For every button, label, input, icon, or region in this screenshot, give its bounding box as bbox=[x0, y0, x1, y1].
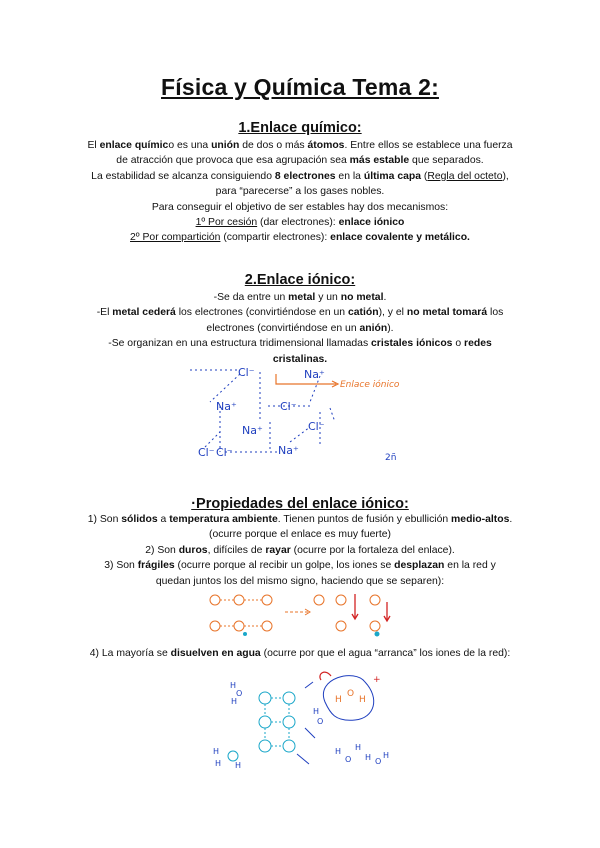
ion-label: Na⁺ bbox=[278, 444, 299, 457]
svg-text:H: H bbox=[231, 697, 238, 706]
section-heading-enlace-quimico: 1.Enlace químico: bbox=[238, 120, 362, 136]
text-line: 4) La mayoría se disuelven en agua (ocurre por que el agua “arranca” los iones de la red): bbox=[89, 648, 511, 659]
section-heading-enlace-ionico: 2.Enlace iónico: bbox=[244, 272, 356, 288]
text-line: El enlace químico es una unión de dos o más átomos. Entre ellos se establece una fuerza bbox=[87, 140, 513, 151]
svg-text:H: H bbox=[383, 751, 390, 760]
svg-text:H: H bbox=[235, 761, 242, 770]
svg-text:+: + bbox=[373, 675, 381, 685]
text-line: 3) Son frágiles (ocurre porque al recibir un golpe, los iones se desplazan en la red y bbox=[104, 560, 496, 572]
svg-text:H: H bbox=[215, 759, 222, 768]
ion-label: Na⁺ bbox=[216, 400, 237, 413]
text-line: quedan juntos los del mismo signo, haciendo que se separen): bbox=[155, 575, 445, 587]
svg-text:H: H bbox=[213, 747, 220, 756]
text-line: 2º Por compartición (compartir electrones): enlace covalente y metálico. bbox=[130, 232, 470, 244]
svg-text:H: H bbox=[335, 695, 342, 705]
svg-text:O: O bbox=[375, 757, 382, 766]
section-enlace-ionico-text bbox=[70, 290, 530, 367]
ionic-lattice-diagram bbox=[180, 362, 410, 462]
section-disolucion-text bbox=[60, 646, 540, 661]
section-enlace-quimico-text bbox=[70, 138, 530, 246]
svg-text:H: H bbox=[359, 695, 366, 705]
text-line: para “parecerse” a los gases nobles. bbox=[215, 186, 385, 198]
ion-label: Cl⁻ bbox=[280, 400, 297, 413]
svg-text:H: H bbox=[365, 753, 372, 762]
text-line: 1º Por cesión (dar electrones): enlace iónico bbox=[195, 217, 405, 229]
text-line: cristalinas. bbox=[272, 353, 328, 365]
text-line: de atracción que provoca que esa agrupación sea más estable que separados. bbox=[116, 155, 484, 167]
section-heading-propiedades: ·Propiedades del enlace iónico: bbox=[191, 496, 409, 512]
annotation-enlace-ionico: Enlace iónico bbox=[340, 380, 400, 390]
ion-label: Cl⁻ bbox=[238, 366, 255, 379]
svg-text:H: H bbox=[230, 681, 237, 690]
svg-text:O: O bbox=[236, 689, 243, 698]
section-propiedades-text bbox=[60, 512, 540, 589]
svg-text:H: H bbox=[313, 707, 320, 716]
text-line: (ocurre porque el enlace es muy fuerte) bbox=[209, 529, 391, 541]
svg-text:H: H bbox=[355, 743, 362, 752]
svg-text:O: O bbox=[317, 717, 324, 726]
svg-text:O: O bbox=[345, 755, 352, 764]
dissolution-diagram bbox=[205, 668, 405, 780]
ion-label: Cl⁻ bbox=[308, 420, 325, 433]
text-line: electrones (convirtiéndose en un anión). bbox=[206, 322, 394, 334]
text-line: 1) Son sólidos a temperatura ambiente. Tienen puntos de fusión y ebullición medio-altos. bbox=[87, 514, 513, 525]
ion-label: Cl⁻ bbox=[198, 446, 215, 459]
text-line: La estabilidad se alcanza consiguiendo 8 electrones en la última capa (Regla del octeto), bbox=[91, 170, 509, 182]
text-line: -Se da entre un metal y un no metal. bbox=[213, 292, 387, 303]
fragility-diagram bbox=[205, 588, 405, 640]
corner-note: 2ñ bbox=[385, 453, 397, 462]
page-title: Física y Química Tema 2: bbox=[161, 74, 439, 100]
svg-text:O: O bbox=[347, 689, 355, 699]
text-line: -Se organizan en una estructura tridimensional llamadas cristales iónicos o redes bbox=[108, 338, 492, 350]
ion-label: Na⁺ bbox=[242, 424, 263, 437]
text-line: -El metal cederá los electrones (convirtiéndose en un catión), y el no metal tomará los bbox=[96, 307, 504, 319]
text-line: 2) Son duros, difíciles de rayar (ocurre por la fortaleza del enlace). bbox=[145, 544, 455, 556]
ion-label: Na⁺ bbox=[304, 368, 325, 381]
svg-text:H: H bbox=[335, 747, 342, 756]
ion-label: Cl⁻ bbox=[216, 446, 233, 459]
text-line: Para conseguir el objetivo de ser estables hay dos mecanismos: bbox=[151, 201, 449, 213]
